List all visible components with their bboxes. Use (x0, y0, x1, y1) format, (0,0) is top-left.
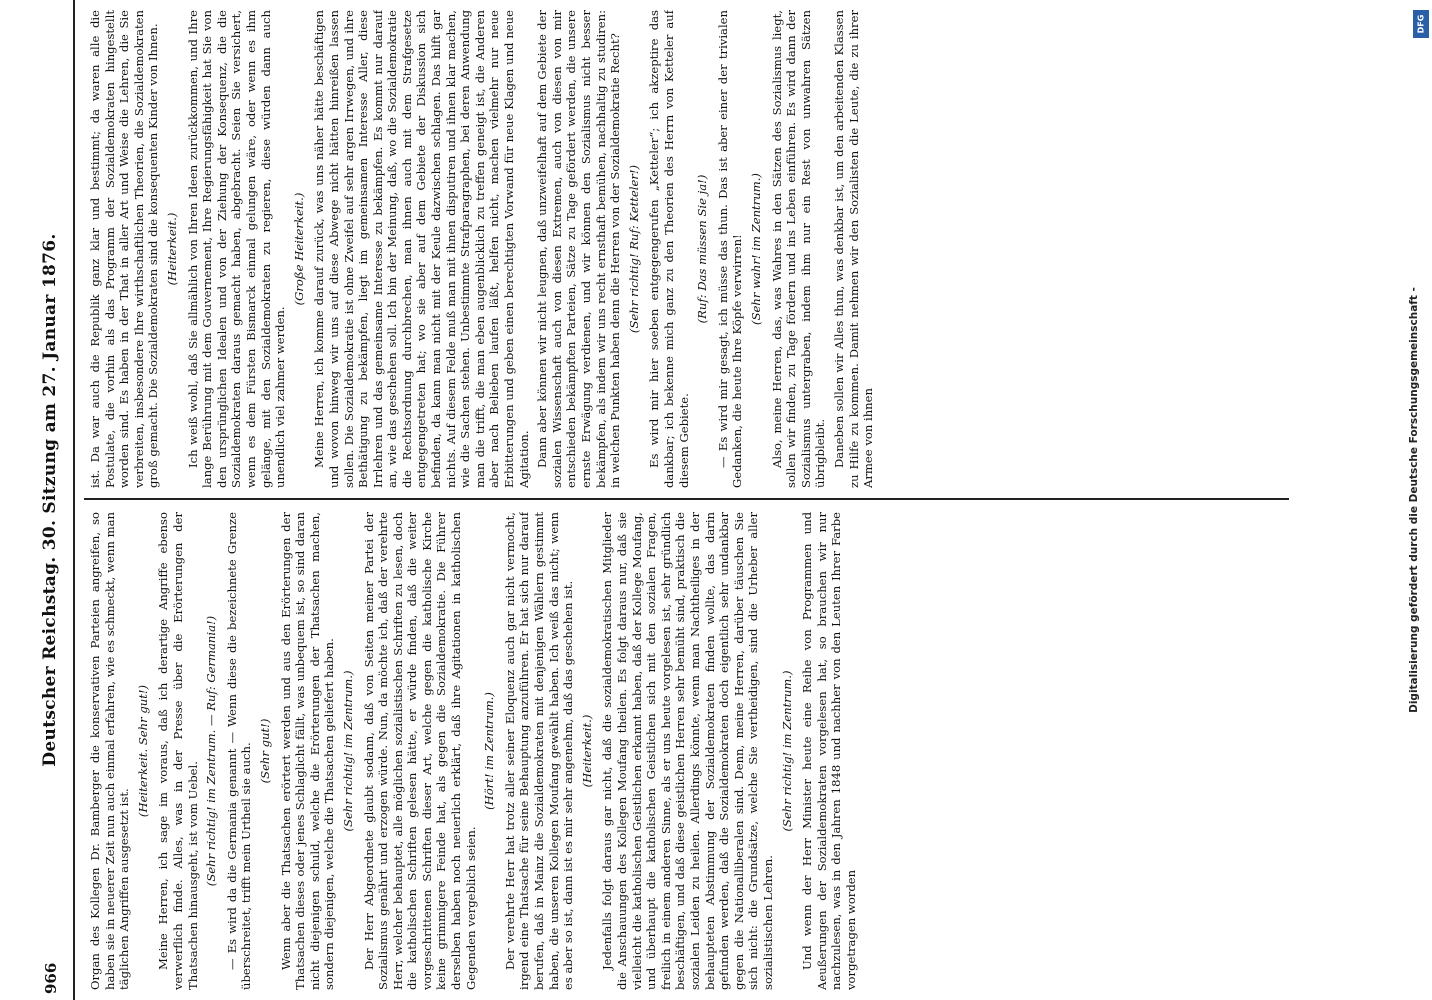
page-heading: Deutscher Reichstag. 30. Sitzung am 27. Januar 1876. (40, 233, 60, 767)
page-number: 966 (42, 962, 60, 994)
paragraph: Daneben sollen wir Alles thun, was denkbar ist, um den arbeitenden Klassen zu Hilfe zu kommen. Damit nehmen wir den Sozialisten die Leute, die zu ihrer Armee von ihnen (831, 10, 876, 488)
paragraph: Ich weiß wohl, daß Sie allmählich von Ihren Ideen zurückkommen, und Ihre lange Berührung mit dem Gouvernement, Ihre Regierungsfähigkeit hat Sie von den ursprünglichen Idealen und von der Ziehung der Konsequenz, die die Sozialdemokraten daraus gemacht haben, abgebracht. Seien Sie versichert, wenn es dem Fürsten Bismarck einmal gelungen wäre, oder wenn es ihm gelänge, mit den Sozialdemokraten zu regieren, diese würden dann auch unendlich viel zahmer werden. (185, 10, 288, 488)
interjection: (Heiterkeit.) (164, 212, 179, 286)
paragraph: Der Herr Abgeordnete glaubt sodann, daß von Seiten meiner Partei der Sozialismus genährt und erzogen würde. Nun, da möchte ich, daß der verehrte Herr, welcher behauptet, alle möglichen sozialistischen Schriften zu lesen, doch die katholischen Schriften gelesen hätte, er würde finden, daß die weiter vorgeschrittenen Schriften dieser Art, welche gegen die katholische Kirche keine grimmigere Feinde hat, als gegen die Sozialdemokratie. Die Führer derselben haben noch neuerlich erklärt, daß ihre Agitationen in katholischen Gegenden vergeblich seien. (361, 512, 478, 990)
interjection: (Sehr wahr! im Zentrum.) (748, 173, 763, 325)
interjection: (Sehr richtig! im Zentrum. — Ruf: Germania!) (204, 615, 219, 887)
interjection: (Hört! im Zentrum.) (482, 692, 497, 810)
paragraph: Organ des Kollegen Dr. Bamberger die konservativen Parteien angreifen, so haben sie in neuerer Zeit nun auch einmal erfahren, wie es schmeckt, wenn man täglichen Angriffen ausgesetzt ist. (88, 512, 132, 990)
interjection: (Heiterkeit. Sehr gut!) (135, 684, 150, 818)
paragraph: ist. Da war auch die Republik ganz klar und bestimmt; da waren alle die Postulate, die vorhin als das Programm der Sozialdemokraten hingestellt worden sind. Es haben in der That in aller Art und Weise die Lehren, die Sie verbreiten, insbesondere Ihre wirthschaftlichen Theorien, die Sozialdemokraten groß gemacht. Die Sozialdemokraten sind die konsequenten Kinder von Ihnen. (88, 10, 161, 488)
paragraph: — Es wird mir gesagt, ich müsse das thun. Das ist aber einer der trivialen Gedanken, die heute Ihre Köpfe verwirren! (715, 10, 745, 488)
interjection: (Sehr gut!) (257, 718, 272, 784)
interjection: (Sehr richtig! im Zentrum.) (340, 670, 355, 832)
paragraph: — Es wird da die Germania genannt — Wenn diese die bezeichnete Grenze überschreitet, trifft mein Urtheil sie auch. (224, 512, 254, 990)
dfg-logo (1413, 10, 1429, 38)
paragraph: Es wird mir hier soeben entgegengerufen „Ketteler“; ich akzeptire das dankbar; ich bekenne mich ganz zu den Theorien des Herrn von Ketteler auf diesem Gebiete. (647, 10, 691, 488)
paragraph: Dann aber können wir nicht leugnen, daß unzweifelhaft auf dem Gebiete der sozialen Wissenschaft auch von diesen Extremen, auch von diesen von mir entschieden bekämpften Parteien, Sätze zu Tage gefördert werden, die unsere ernste Erwägung verdienen, und wir können den Sozialismus nicht besser bekämpfen, als indem wir uns recht ernsthaft bemühen, nachhaltig zu studiren: in welchen Punkten haben denn die Herren von der Sozialdemokratie Recht? (535, 10, 623, 488)
interjection: (Ruf: Das müssen Sie ja!) (695, 174, 710, 324)
paragraph: Wenn aber die Thatsachen erörtert werden und aus den Erörterungen der Thatsachen dieses oder jenes Schlaglicht fällt, was unbequem ist, so sind daran nicht diejenigen schuld, welche die Erörterungen der Thatsachen machen, sondern diejenigen, welche die Thatsachen geliefert haben. (278, 512, 337, 990)
right-column (88, 10, 1293, 488)
dfg-logo-text: DFG (1416, 14, 1426, 34)
paragraph: Meine Herren, ich sage im voraus, daß ich derartige Angriffe ebenso verwerflich finde. Alles, was in der Presse über die Erörterungen der Thatsachen hinausgeht, ist vom Uebel. (156, 512, 200, 990)
header-rule (73, 0, 75, 1000)
interjection: (Sehr richtig! im Zentrum.) (779, 670, 794, 832)
page-header (38, 0, 66, 1000)
paragraph: Jedenfalls folgt daraus gar nicht, daß die sozialdemokratischen Mitglieder die Anschauungen des Kollegen Moufang theilen. Es folgt daraus nur, daß sie vielleicht die katholischen Geistlichen erkannt haben, daß der Kollege Moufang, und überhaupt die katholischen Geistlichen sich mit den sozialen Fragen, freilich in einem anderen Sinne, als er uns heute vorgelesen ist, sehr gründlich beschäftigen, und daß diese geistlichen Herren sehr bemüht sind, praktisch die sozialen Leiden zu heilen. Allerdings könnte, wenn man Nachtheiliges in der behaupteten Abstimmung der Sozialdemokraten finden wollte, das darin gefunden werden, daß die Sozialdemokraten doch eigentlich sehr undankbar gegen die Nationalliberalen sind. Denn, meine Herren, darüber täuschen Sie sich nicht: die Grundsätze, welche Sie vertheidigen, sind die Urheber aller sozialistischen Lehren. (600, 512, 775, 990)
digitization-note (1395, 0, 1432, 1000)
paragraph: Der verehrte Herr hat trotz aller seiner Eloquenz auch gar nicht vermocht, irgend eine Thatsache für seine Behauptung anzuführen. Er hat sich nur darauf berufen, daß in Mainz die Sozialdemokraten mit denjenigen Wählern gestimmt haben, die unseren Kollegen Moufang gewählt haben. Ich weiß das nicht; wenn es aber so ist, dann ist es mir sehr angenehm, daß das geschehen ist. (502, 512, 576, 990)
interjection: (Große Heiterkeit.) (291, 192, 306, 306)
paragraph: Also, meine Herren, das, was Wahres in den Sätzen des Sozialismus liegt, sollen wir finden, zu Tage fördern und ins Leben einführen. Es wird dann der Sozialismus untergraben, indem ihm nur ein Rest von unwahren Sätzen übrigbleibt. (769, 10, 828, 488)
paragraph: Und wenn der Herr Minister heute eine Reihe von Programmen und Aeußerungen der Sozialdemokraten vorgelesen hat, so brauchen wir nur nachzulesen, was in den Jahren 1848 und nachher von den Leuten Ihrer Farbe vorgetragen worden (800, 512, 858, 990)
interjection: (Sehr richtig! Ruf: Ketteler!) (626, 164, 641, 334)
interjection: (Heiterkeit.) (579, 714, 594, 788)
left-column (88, 512, 1293, 990)
paragraph: Meine Herren, ich komme darauf zurück, was uns näher hätte beschäftigen und wovon hinweg wir uns auf diese Abwege nicht hätten hinreißen lassen sollen. Die Sozialdemokratie ist ohne Zweifel auf sehr argen Irrwegen, und ihre Bethätigung zu bekämpfen, liegt im gemeinsamen Interesse Aller, diese Irrlehren und das gemeinsame Interesse zu bekämpfen. Es kommt nur darauf an, wie das geschehen soll. Ich bin der Meinung, daß, wo die Sozialdemokratie die Rechtsordnung durchbrechen, man ihnen auch mit dem Strafgesetze entgegengetreten hat; wo sie aber auf dem Gebiete der Diskussion sich befinden, da kann man nicht mit der Keule dazwischen schlagen. Das hilft gar nichts. Auf diesem Felde muß man mit ihnen disputiren und ihnen klar machen, wie die Sachen stehen. Unbestimmte Strafparagraphen, bei deren Anwendung man die trifft, die man eben augenblicklich zu treffen geneigt ist, die Anderen aber nach Belieben laufen läßt, helfen nicht, machen vielmehr nur neue Erbitterungen und geben einen berechtigten Vorwand für neue Klagen und neue Agitation. (312, 10, 531, 488)
column-divider (84, 498, 1289, 500)
digitization-note-text: Digitalisierung gefördert durch die Deutsche Forschungsgemeinschaft - (1407, 287, 1420, 713)
